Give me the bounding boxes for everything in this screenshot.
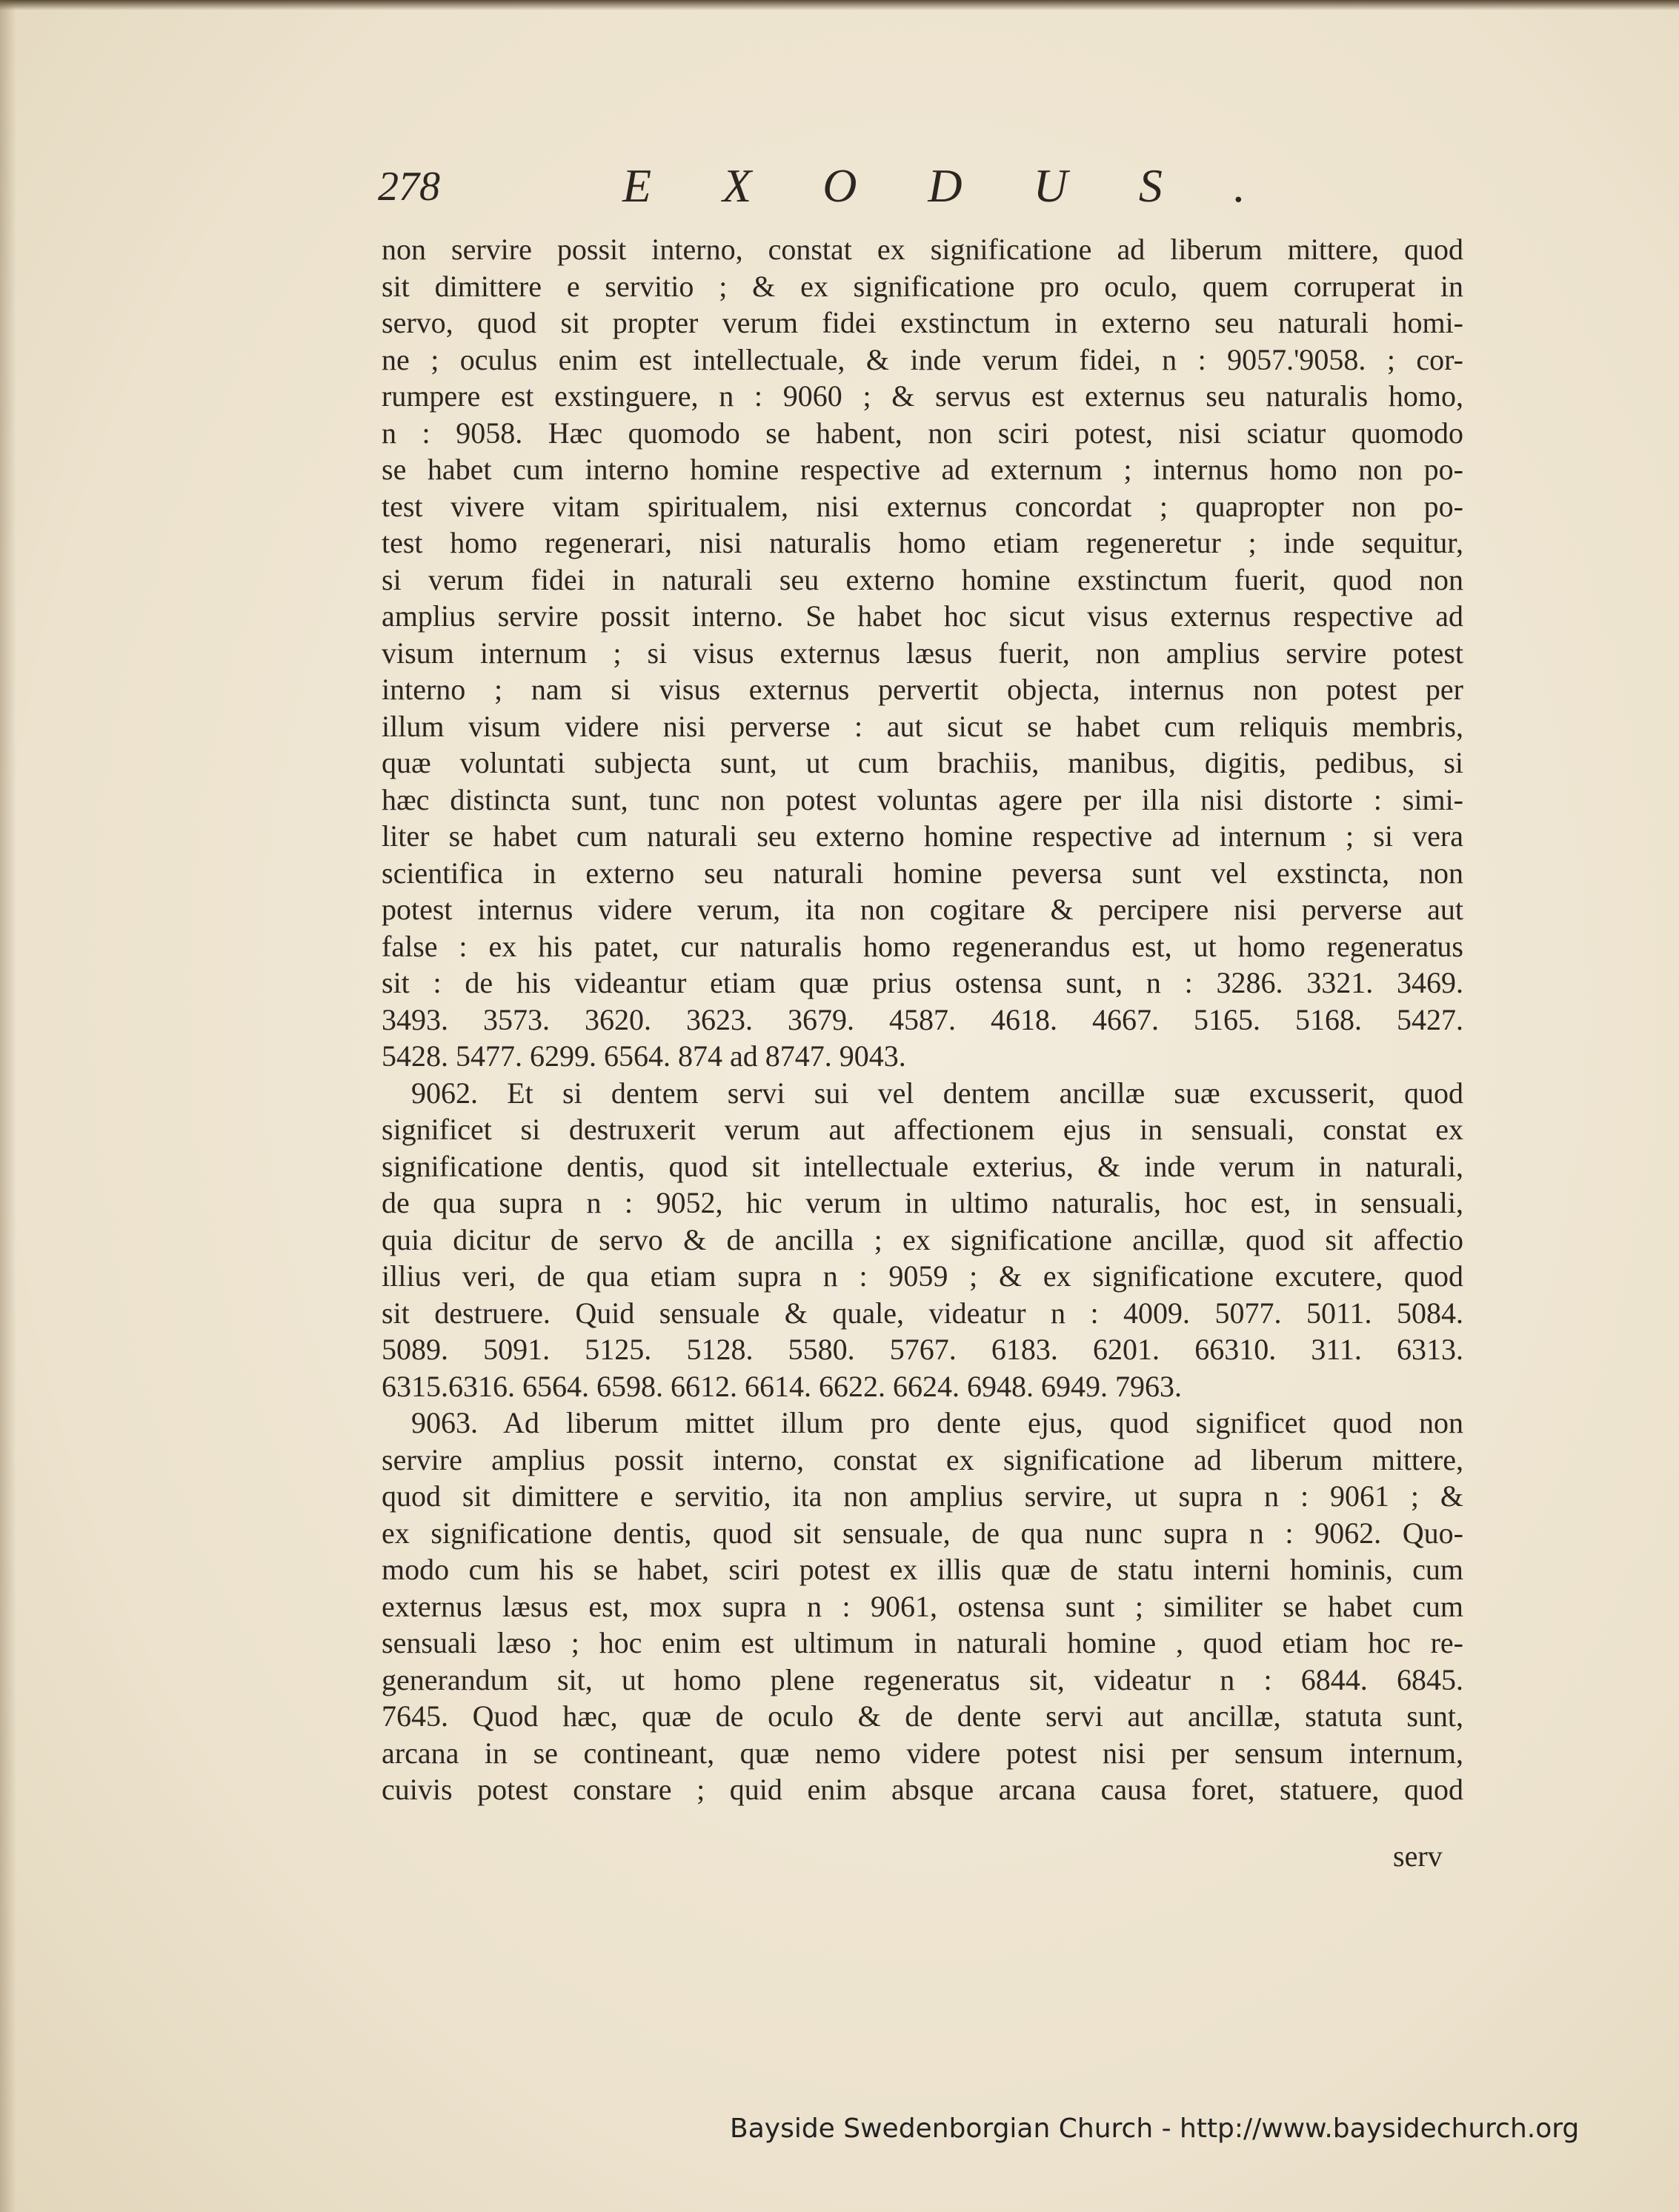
- text-line: significet si destruxerit verum aut affectionem ejus in sensuali, constat ex: [382, 1113, 1463, 1146]
- page-number: 278: [378, 164, 440, 210]
- body-text: [382, 231, 1463, 1808]
- text-line: quæ voluntati subjecta sunt, ut cum brachiis, manibus, digitis, pedibus, si: [382, 746, 1463, 779]
- text-line: externus læsus est, mox supra n : 9061, ostensa sunt ; similiter se habet cum: [382, 1589, 1463, 1623]
- paragraph-start-9062: 9062. Et si dentem servi sui vel dentem ancillæ suæ excusserit, quod: [411, 1076, 1463, 1110]
- text-line: rumpere est exstinguere, n : 9060 ; & servus est externus seu naturalis homo,: [382, 379, 1463, 413]
- text-line: n : 9058. Hæc quomodo se habent, non sciri potest, nisi sciatur quomodo: [382, 416, 1463, 450]
- text-line: ex significatione dentis, quod sit sensuale, de qua nunc supra n : 9062. Quo-: [382, 1516, 1463, 1550]
- text-line: 5428. 5477. 6299. 6564. 874 ad 8747. 9043.: [382, 1039, 906, 1073]
- text-line: servo, quod sit propter verum fidei exstinctum in externo seu naturali homi-: [382, 306, 1463, 339]
- text-line: illum visum videre nisi perverse : aut sicut se habet cum reliquis membris,: [382, 709, 1463, 743]
- page-gutter-shadow: [0, 0, 16, 2212]
- text-line: potest internus videre verum, ita non cogitare & percipere nisi perverse aut: [382, 893, 1463, 926]
- text-line: 7645. Quod hæc, quæ de oculo & de dente servi aut ancillæ, statuta sunt,: [382, 1699, 1463, 1733]
- text-line: hæc distincta sunt, tunc non potest voluntas agere per illa nisi distorte : simi-: [382, 782, 1463, 816]
- text-line: sit dimittere e servitio ; & ex significatione pro oculo, quem corruperat in: [382, 269, 1463, 303]
- text-line: non servire possit interno, constat ex significatione ad liberum mittere, quod: [382, 233, 1463, 266]
- text-line: test homo regenerari, nisi naturalis homo etiam regeneretur ; inde sequitur,: [382, 526, 1463, 559]
- text-line: se habet cum interno homine respective ad externum ; internus homo non po-: [382, 453, 1463, 486]
- page-header: [378, 156, 1471, 222]
- text-line: cuivis potest constare ; quid enim absque arcana causa foret, statuere, quod: [382, 1773, 1463, 1806]
- text-line: test vivere vitam spiritualem, nisi externus concordat ; quapropter non po-: [382, 489, 1463, 523]
- text-line: si verum fidei in naturali seu externo homine exstinctum fuerit, quod non: [382, 562, 1463, 596]
- text-line: 6315.6316. 6564. 6598. 6612. 6614. 6622. 6624. 6948. 6949. 7963.: [382, 1369, 1182, 1403]
- text-line: arcana in se contineant, quæ nemo videre potest nisi per sensum internum,: [382, 1736, 1463, 1770]
- running-title: EXODUS.: [622, 159, 1317, 212]
- paragraph-start-9063: 9063. Ad liberum mittet illum pro dente ejus, quod significet quod non: [411, 1406, 1463, 1439]
- text-line: modo cum his se habet, sciri potest ex illis quæ de statu interni hominis, cum: [382, 1553, 1463, 1586]
- text-line: sit destruere. Quid sensuale & quale, videatur n : 4009. 5077. 5011. 5084.: [382, 1296, 1463, 1330]
- text-line: quia dicitur de servo & de ancilla ; ex significatione ancillæ, quod sit affectio: [382, 1222, 1463, 1256]
- text-line: quod sit dimittere e servitio, ita non amplius servire, ut supra n : 9061 ; &: [382, 1479, 1463, 1513]
- page-top-edge: [0, 0, 1679, 10]
- text-line: servire amplius possit interno, constat ex significatione ad liberum mittere,: [382, 1442, 1463, 1476]
- catchword: serv: [1393, 1839, 1443, 1873]
- text-line: visum internum ; si visus externus læsus fuerit, non amplius servire potest: [382, 636, 1463, 670]
- text-line: false : ex his patet, cur naturalis homo regenerandus est, ut homo regeneratus: [382, 929, 1463, 963]
- text-line: 5089. 5091. 5125. 5128. 5580. 5767. 6183. 6201. 66310. 311. 6313.: [382, 1333, 1463, 1366]
- text-line: sensuali læso ; hoc enim est ultimum in naturali homine , quod etiam hoc re-: [382, 1626, 1463, 1659]
- text-line: ne ; oculus enim est intellectuale, & inde verum fidei, n : 9057.'9058. ; cor-: [382, 342, 1463, 376]
- text-line: interno ; nam si visus externus pervertit objecta, internus non potest per: [382, 673, 1463, 706]
- text-line: significatione dentis, quod sit intellectuale exterius, & inde verum in naturali,: [382, 1149, 1463, 1183]
- text-line: liter se habet cum naturali seu externo homine respective ad internum ; si vera: [382, 819, 1463, 853]
- footer-credit: Bayside Swedenborgian Church - http://www.baysidechurch.org: [730, 2113, 1580, 2144]
- text-line: amplius servire possit interno. Se habet hoc sicut visus externus respective ad: [382, 599, 1463, 633]
- text-line: illius veri, de qua etiam supra n : 9059 ; & ex significatione excutere, quod: [382, 1259, 1463, 1293]
- text-line: 3493. 3573. 3620. 3623. 3679. 4587. 4618. 4667. 5165. 5168. 5427.: [382, 1002, 1463, 1036]
- text-line: generandum sit, ut homo plene regeneratus sit, videatur n : 6844. 6845.: [382, 1662, 1463, 1696]
- text-line: sit : de his videantur etiam quæ prius ostensa sunt, n : 3286. 3321. 3469.: [382, 966, 1463, 999]
- text-line: scientifica in externo seu naturali homine peversa sunt vel exstincta, non: [382, 856, 1463, 890]
- text-line: de qua supra n : 9052, hic verum in ultimo naturalis, hoc est, in sensuali,: [382, 1186, 1463, 1219]
